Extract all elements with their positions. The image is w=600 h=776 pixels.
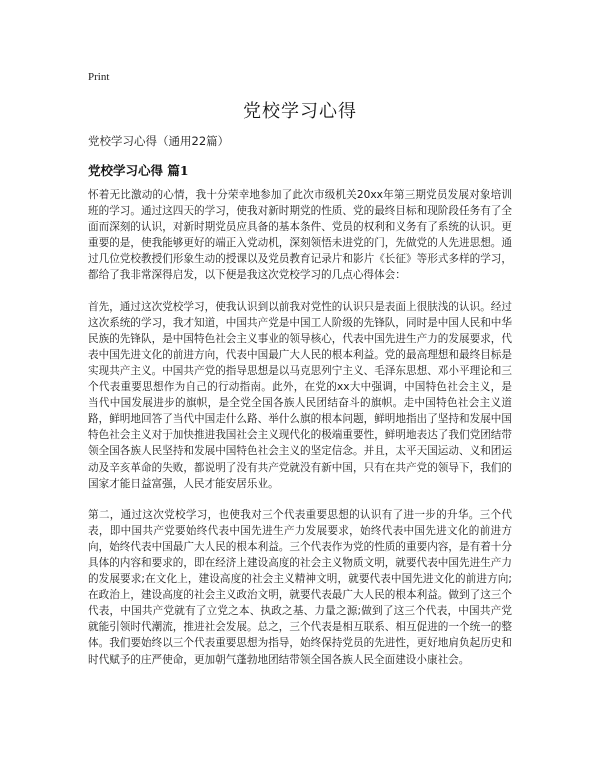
print-label: Print — [88, 71, 110, 83]
article-body — [88, 187, 512, 683]
page-title: 党校学习心得 — [243, 101, 357, 122]
paragraph-intro: 怀着无比激动的心情，我十分荣幸地参加了此次市级机关20xx年第三期党员发展对象培训班的学习。通过这四天的学习，使我对新时期党的性质、党的最终目标和现阶段任务有了全面而深刻的认识，对新时期党员应具备的基本条件、党员的权利和义务有了系统的认识。更重要的是，使我能够更好的端正入党动机，深刻领悟未进党的门，先做党的人先进思想。通过几位党校教授们形象生动的授课以及党员教育记录片和影片《长征》等形式多样的学习，都给了我非常深得启发，以下便是我这次党校学习的几点心得体会： — [88, 189, 512, 282]
paragraph-second: 第二，通过这次党校学习，也使我对三个代表重要思想的认识有了进一步的升华。三个代表，即中国共产党要始终代表中国先进生产力发展要求，始终代表中国先进文化的前进方向，始终代表中国最广大人民的根本利益。三个代表作为党的性质的重要内容，是有着十分具体的内容和要求的，即在经济上建设高度的社会主义物质文明，就要代表中国先进生产力的发展要求;在文化上，建设高度的社会主义精神文明，就要代表中国先进文化的前进方向;在政治上，建设高度的社会主义政治文明，就要代表最广大人民的根本利益。做到了这三个代表，中国共产党就有了立党之本、执政之基、力量之源;做到了这三个代表，中国共产党就能引领时代潮流，推进社会发展。总之，三个代表是相互联系、相互促进的一个统一的整体。我们要始终以三个代表重要思想为指导，始终保持党员的先进性，更好地肩负起历史和时代赋予的庄严使命，更加朝气蓬勃地团结带领全国各族人民全面建设小康社会。 — [88, 508, 512, 666]
paragraph-first: 首先，通过这次党校学习，使我认识到以前我对党性的认识只是表面上很肤浅的认识。经过这次系统的学习，我才知道，中国共产党是中国工人阶级的先锋队，同时是中国人民和中华民族的先锋队，是中国特色社会主义事业的领导核心，代表中国先进生产力的发展要求，代表中国先进文化的前进方向，代表中国最广大人民的根本利益。党的最高理想和最终目标是实现共产主义。中国共产党的指导思想是以马克思列宁主义、毛泽东思想、邓小平理论和三个代表重要思想作为自己的行动指南。此外，在党的xx大中强调，中国特色社会主义，是当代中国发展进步的旗帜，是全党全国各族人民团结奋斗的旗帜。走中国特色社会主义道路，鲜明地回答了当代中国走什么路、举什么旗的根本问题，鲜明地指出了坚持和发展中国特色社会主义对于加快推进我国社会主义现代化的极端重要性，鲜明地表达了我们党团结带领全国各族人民坚持和发展中国特色社会主义的坚定信念。并且，太平天国运动、义和团运动及辛亥革命的失败，都说明了没有共产党就没有新中国，只有在共产党的领导下，我们的国家才能日益富强，人民才能安居乐业。 — [88, 300, 512, 490]
document-subtitle: 党校学习心得（通用22篇） — [88, 134, 230, 148]
section-heading: 党校学习心得 篇1 — [88, 163, 189, 178]
